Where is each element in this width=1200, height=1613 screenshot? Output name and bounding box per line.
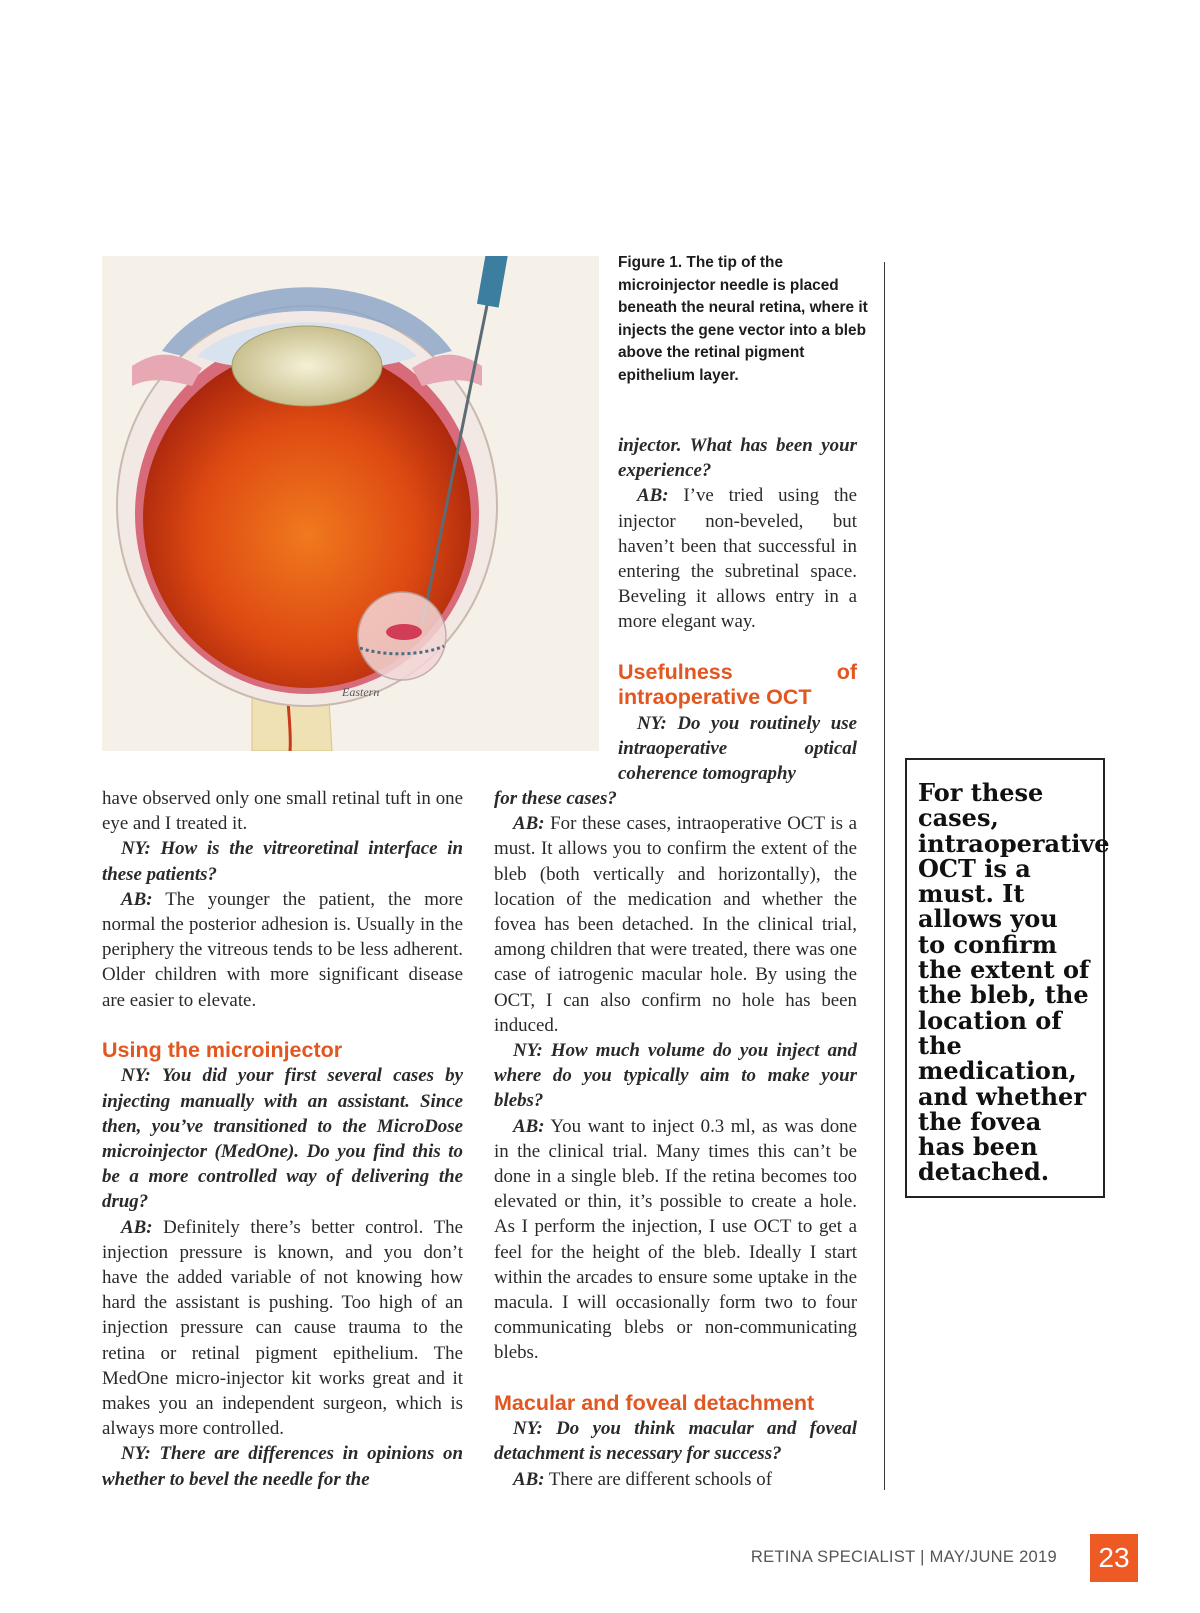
answer bbox=[618, 483, 857, 634]
speaker-label: AB: bbox=[121, 1216, 153, 1238]
pull-quote: For these cases, intraoperative OCT is a must. It allows you to confirm the extent of the bleb, the location of the medication, and whether the fovea has been detached. bbox=[905, 758, 1105, 1198]
answer bbox=[102, 1215, 463, 1442]
question-text: There are differences in opinions on whether to bevel the needle for the bbox=[102, 1443, 463, 1490]
question-text: for these cases? bbox=[494, 788, 617, 809]
question-text: Do you think macular and foveal detachment is necessary for success? bbox=[494, 1418, 857, 1465]
question bbox=[618, 711, 857, 787]
question-text: How much volume do you inject and where do you typically aim to make your blebs? bbox=[494, 1040, 857, 1112]
question-text: You did your first several cases by injecting manually with an assistant. Since then, you’ve transitioned to the MicroDose microinjector (MedOne). Do you find this to be a more controlled way of delivering the drug? bbox=[102, 1065, 463, 1213]
speaker-label: AB: bbox=[513, 813, 545, 835]
page-number: 23 bbox=[1090, 1534, 1138, 1582]
question bbox=[102, 1063, 463, 1214]
question bbox=[102, 836, 463, 886]
answer-text: Definitely there’s better control. The injection pressure is known, and you don’t have the added variable of not knowing how hard the assistant is pushing. Too high of an injection pressure can cause trauma to the retina or retinal pigment epithelium. The MedOne micro-injector kit works great and it makes you an independent surgeon, which is always more controlled. bbox=[102, 1216, 463, 1440]
answer bbox=[102, 887, 463, 1013]
column-divider bbox=[884, 262, 885, 1490]
speaker-label: NY: bbox=[121, 1065, 151, 1087]
section-heading: Usefulness of intraoperative OCT bbox=[618, 659, 857, 710]
speaker-label: NY: bbox=[121, 838, 151, 860]
speaker-label: AB: bbox=[637, 485, 669, 507]
issue-date: MAY/JUNE 2019 bbox=[929, 1548, 1057, 1566]
question-text: Do you routinely use intraoperative optical coherence tomography bbox=[618, 712, 857, 785]
eye-illustration bbox=[102, 256, 599, 751]
answer-text: For these cases, intraoperative OCT is a must. It allows you to confirm the extent of the bleb (both vertically and horizontally), the location of the medication and whether the fovea has been detached. In the clinical trial, among children that were treated, there was one case of iatrogenic macular hole. By using the OCT, I can also confirm no hole has been induced. bbox=[494, 813, 857, 1036]
question-text: injector. What has been your experience? bbox=[618, 435, 857, 482]
speaker-label: NY: bbox=[121, 1443, 151, 1465]
speaker-label: NY: bbox=[637, 712, 667, 734]
page-footer bbox=[751, 1548, 1057, 1567]
eye-cross-section-image bbox=[102, 256, 599, 751]
paragraph: have observed only one small retinal tuft in one eye and I treated it. bbox=[102, 788, 463, 835]
speaker-label: NY: bbox=[513, 1040, 543, 1062]
answer bbox=[494, 1114, 857, 1366]
publication-name: RETINA SPECIALIST bbox=[750, 1548, 916, 1566]
speaker-label: AB: bbox=[121, 888, 153, 910]
speaker-label: AB: bbox=[513, 1468, 545, 1490]
answer bbox=[494, 811, 857, 1038]
svg-text:Eastern: Eastern bbox=[342, 685, 380, 699]
answer-text: The younger the patient, the more normal the posterior adhesion is. Usually in the periphery the vitreous tends to be less adherent. Older children with more significant disease are easier to elevate. bbox=[102, 888, 464, 1011]
question bbox=[494, 1416, 857, 1466]
column-right-upper bbox=[618, 433, 857, 786]
section-heading: Using the microinjector bbox=[102, 1037, 343, 1062]
answer-text: There are different schools of bbox=[548, 1468, 772, 1490]
question bbox=[494, 1038, 857, 1114]
figure-caption: Figure 1. The tip of the microinjector needle is placed beneath the neural retina, where it injects the gene vector into a bleb above the retinal pigment epithelium layer. bbox=[618, 254, 868, 384]
speaker-label: AB: bbox=[513, 1115, 545, 1137]
footer-separator: | bbox=[920, 1548, 925, 1566]
question bbox=[102, 1441, 463, 1491]
answer-text: You want to inject 0.3 ml, as was done in the clinical trial. Many times this can’t be done in a single bleb. If the retina becomes too elevated or thin, it’s possible to create a hole. As I perform the injection, I use OCT to get a feel for the height of the bleb. Ideally I start within the arcades to ensure some uptake in the macula. I will occasionally form two to four communicating blebs or non-communicating blebs. bbox=[494, 1115, 857, 1364]
section-heading: Macular and foveal detachment bbox=[494, 1390, 815, 1415]
answer bbox=[494, 1467, 857, 1492]
column-right-lower bbox=[494, 786, 857, 1492]
column-left bbox=[102, 786, 463, 1492]
answer-text: I’ve tried using the injector non-beveled, but haven’t been that successful in entering the subretinal space. Beveling it allows entry in a more elegant way. bbox=[618, 485, 857, 633]
question-text: How is the vitreoretinal interface in these patients? bbox=[102, 838, 463, 885]
speaker-label: NY: bbox=[513, 1418, 543, 1440]
